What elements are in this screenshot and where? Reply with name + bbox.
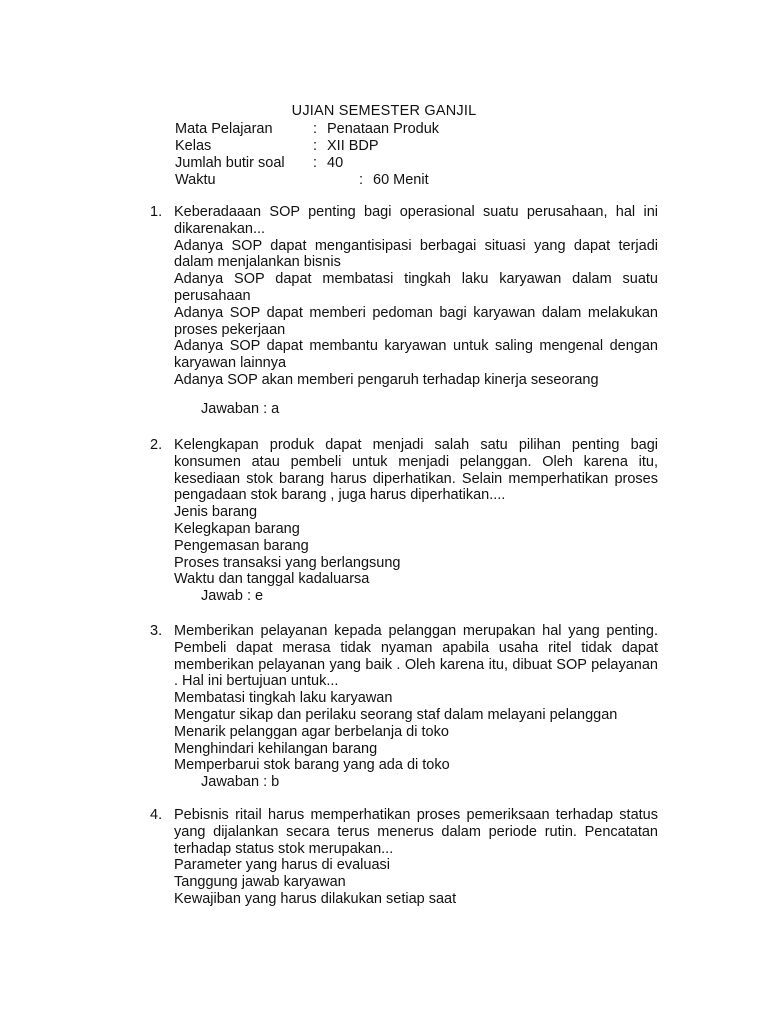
option-d: Menghindari kehilangan barang: [174, 740, 378, 757]
question-stem: Keberadaaan SOP penting bagi operasional suatu perusahaan, hal ini dikarenakan...: [174, 204, 658, 237]
meta-value: 60 Menit: [373, 172, 429, 188]
option-c: Adanya SOP dapat memberi pedoman bagi karyawan dalam melakukan proses pekerjaan: [174, 304, 658, 338]
option-e: Waktu dan tanggal kadaluarsa: [174, 571, 370, 588]
meta-colon: :: [313, 121, 318, 137]
question-number: 3.: [150, 623, 163, 639]
question-number: 4.: [150, 807, 163, 823]
question-3: [150, 623, 658, 791]
question-1: [150, 204, 658, 418]
option-d: Adanya SOP dapat membantu karyawan untuk saling mengenal dengan karyawan lainnya: [174, 338, 658, 372]
question-stem: Pebisnis ritail harus memperhatikan proses pemeriksaan terhadap status yang dijalankan secara terus menerus dalam periode rutin. Pencatatan terhadap status stok merupakan...: [174, 807, 658, 857]
question-2: [150, 437, 658, 605]
option-e: Adanya SOP akan memberi pengaruh terhadap kinerja seseorang: [174, 371, 599, 388]
option-a: Membatasi tingkah laku karyawan: [174, 690, 393, 707]
answer-key: Jawaban : b: [201, 774, 280, 791]
option-a: Parameter yang harus di evaluasi: [174, 857, 391, 874]
question-number: 2.: [150, 437, 163, 453]
question-4: [150, 807, 658, 908]
meta-value: XII BDP: [327, 138, 379, 154]
meta-label: Jumlah butir soal: [175, 155, 285, 171]
meta-value: 40: [327, 155, 344, 171]
question-stem: Memberikan pelayanan kepada pelanggan merupakan hal yang penting. Pembeli dapat merasa tidak nyaman apabila usaha ritel tidak dapat memberikan pelayanan yang baik . Oleh karena itu, dibuat SOP pelayanan . Hal ini bertujuan untuk...: [174, 623, 658, 690]
option-c: Menarik pelanggan agar berbelanja di toko: [174, 723, 449, 740]
meta-colon: :: [313, 155, 318, 171]
option-b: Adanya SOP dapat membatasi tingkah laku karyawan dalam suatu perusahaan: [174, 271, 658, 304]
option-a: Jenis barang: [174, 504, 258, 521]
meta-label: Waktu: [175, 172, 216, 188]
answer-key: Jawaban : a: [201, 400, 280, 417]
option-e: Memperbarui stok barang yang ada di toko: [174, 757, 450, 774]
meta-label: Mata Pelajaran: [175, 121, 273, 137]
option-c: Kewajiban yang harus dilakukan setiap saat: [174, 890, 457, 907]
option-b: Kelegkapan barang: [174, 520, 300, 537]
meta-value: Penataan Produk: [327, 121, 440, 137]
meta-label: Kelas: [175, 138, 212, 154]
option-b: Tanggung jawab karyawan: [174, 874, 346, 891]
option-c: Pengemasan barang: [174, 537, 309, 554]
option-a: Adanya SOP dapat mengantisipasi berbagai situasi yang dapat terjadi dalam menjalankan bisnis: [174, 237, 658, 271]
meta-colon: :: [313, 138, 318, 154]
exam-title: UJIAN SEMESTER GANJIL: [291, 103, 477, 119]
option-d: Proses transaksi yang berlangsung: [174, 554, 401, 571]
answer-key: Jawab : e: [201, 588, 264, 605]
meta-colon: :: [359, 172, 364, 188]
option-b: Mengatur sikap dan perilaku seorang staf dalam melayani pelanggan: [174, 706, 618, 723]
question-stem: Kelengkapan produk dapat menjadi salah satu pilihan penting bagi konsumen atau pembeli untuk menjadi pelanggan. Oleh karena itu, kesediaan stok barang harus diperhatikan. Selain memperhatikan proses pengadaan stok barang , juga harus diperhatikan....: [174, 437, 658, 504]
question-number: 1.: [150, 204, 163, 220]
